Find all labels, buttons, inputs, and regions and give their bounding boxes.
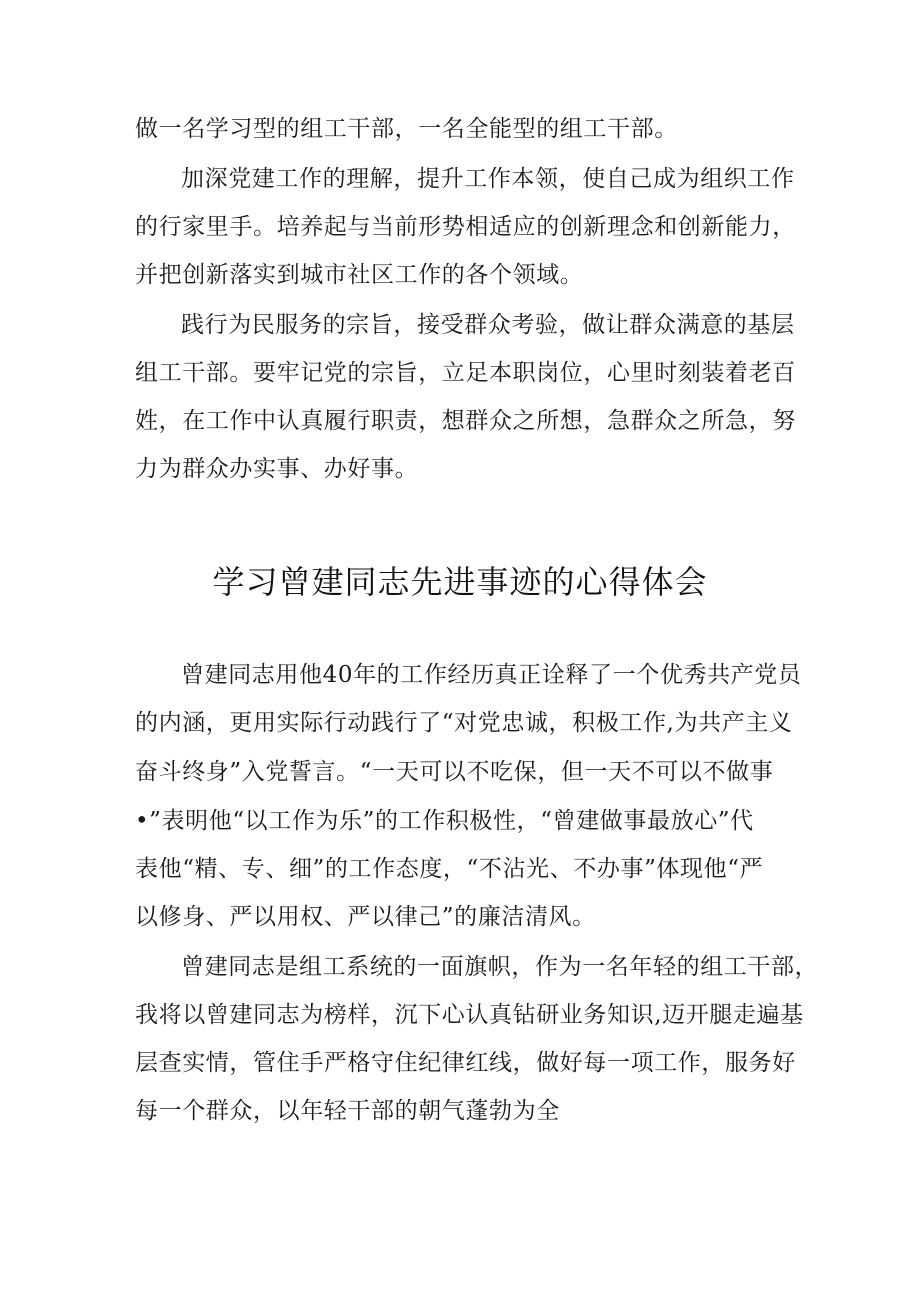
- paragraph-line: 加深党建工作的理解，提升工作本领，使自己成为组织工作: [181, 166, 795, 192]
- paragraph-line: •”表明他“以工作为乐”的工作积极性，“曾建做事最放心”代: [135, 808, 754, 834]
- paragraph-line: 的行家里手。培养起与当前形势相适应的创新理念和创新能力，: [135, 214, 796, 240]
- paragraph-line: 曾建同志用他40年的工作经历真正诠释了一个优秀共产党员: [181, 662, 802, 688]
- paragraph-line: 并把创新落实到城市社区工作的各个领域。: [135, 262, 584, 288]
- paragraph-line: 做一名学习型的组工干部，一名全能型的组工干部。: [135, 116, 678, 142]
- paragraph-line: 每一个群众，以年轻干部的朝气蓬勃为全: [135, 1098, 560, 1124]
- paragraph-line: 曾建同志是组工系统的一面旗帜，作为一名年轻的组工干部，: [181, 954, 819, 980]
- paragraph-line: 力为群众办实事、办好事。: [135, 456, 419, 482]
- paragraph-line: 我将以曾建同志为榜样，沉下心认真钻研业务知识,迈开腿走遍基: [135, 1002, 804, 1028]
- paragraph-line: 的内涵，更用实际行动践行了“对党忠诚，积极工作,为共产主义: [135, 710, 793, 736]
- paragraph-line: 以修身、严以用权、严以律己”的廉洁清风。: [135, 904, 596, 930]
- article-title: 学习曾建同志先进事迹的心得体会: [212, 563, 708, 601]
- paragraph-line: 姓，在工作中认真履行职责，想群众之所想，急群众之所急，努: [135, 408, 796, 434]
- paragraph-line: 奋斗终身”入党誓言。“一天可以不吃保，但一天不可以不做事: [135, 759, 774, 785]
- paragraph-line: 践行为民服务的宗旨，接受群众考验，做让群众满意的基层: [181, 312, 795, 338]
- paragraph-line: 组工干部。要牢记党的宗旨，立足本职岗位，心里时刻装着老百: [135, 360, 796, 386]
- paragraph-line: 表他“精、专、细”的工作态度，“不沾光、不办事”体现他“严: [135, 856, 764, 882]
- paragraph-line: 层查实情，管住手严格守住纪律红线，做好每一项工作，服务好: [135, 1050, 796, 1076]
